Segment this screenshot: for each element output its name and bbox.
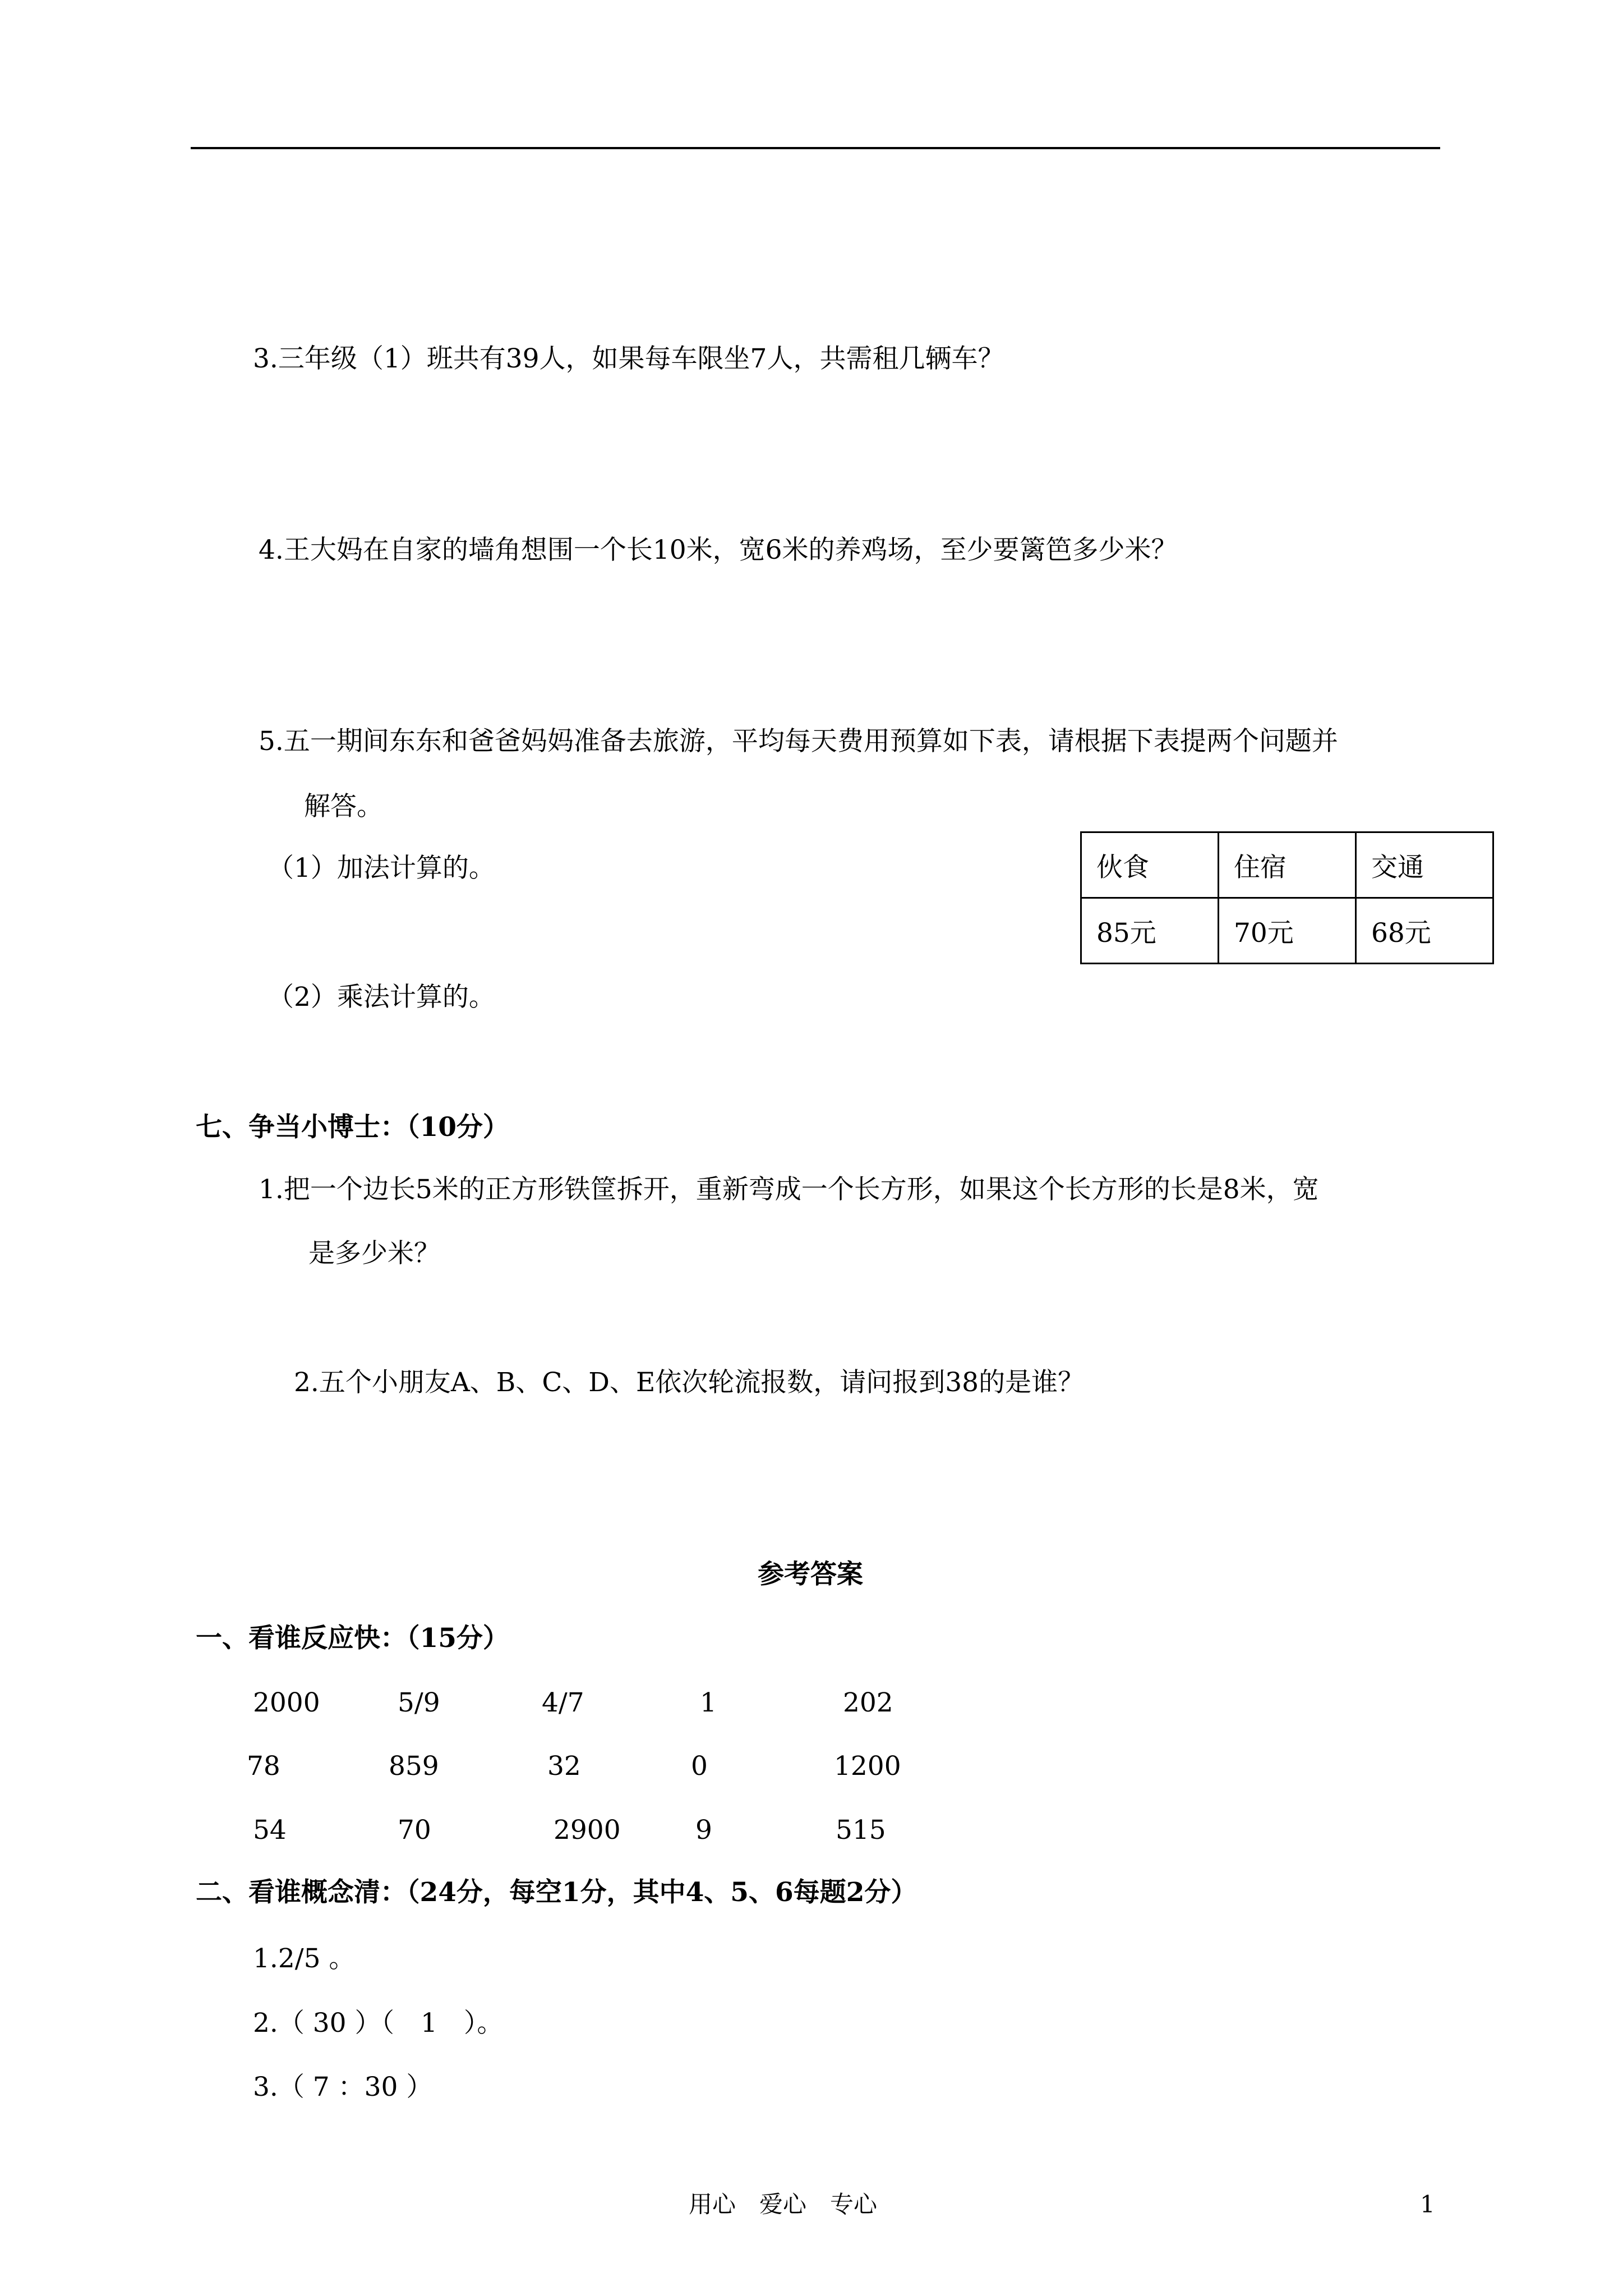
answer-2-2: 2.（ 30 ）（ 1 ）。 bbox=[253, 2008, 504, 2039]
question-5-sub1: （1）加法计算的。 bbox=[268, 853, 495, 884]
question-5-sub2: （2）乘法计算的。 bbox=[268, 982, 495, 1013]
answer-cell: 2000 bbox=[253, 1687, 320, 1718]
cost-table-header: 伙食 bbox=[1081, 832, 1219, 898]
answer-cell: 0 bbox=[691, 1751, 708, 1782]
answer-cell: 859 bbox=[389, 1751, 439, 1782]
answer-cell: 1200 bbox=[834, 1751, 901, 1782]
answers-title: 参考答案 bbox=[758, 1559, 863, 1590]
answer-cell: 70 bbox=[398, 1815, 431, 1846]
section-7-heading: 七、争当小博士：（10分） bbox=[196, 1112, 509, 1143]
cost-table-value-row bbox=[1081, 898, 1493, 964]
answer-2-1: 1.2/5 。 bbox=[253, 1943, 356, 1974]
answer-cell: 202 bbox=[843, 1687, 893, 1718]
section-7-question-2: 2.五个小朋友A、B、C、D、E依次轮流报数，请问报到38的是谁？ bbox=[294, 1367, 1085, 1398]
cost-table-header: 交通 bbox=[1356, 832, 1493, 898]
answer-cell: 2900 bbox=[554, 1815, 621, 1846]
section-7-question-1-line2: 是多少米？ bbox=[308, 1238, 440, 1269]
answer-cell: 78 bbox=[247, 1751, 280, 1782]
question-4: 4.王大妈在自家的墙角想围一个长10米，宽6米的养鸡场，至少要篱笆多少米？ bbox=[259, 535, 1178, 565]
section-7-question-1-line1: 1.把一个边长5米的正方形铁筐拆开，重新弯成一个长方形，如果这个长方形的长是8米，宽 bbox=[259, 1174, 1319, 1205]
cost-table-value: 70元 bbox=[1219, 898, 1356, 964]
cost-table-value: 68元 bbox=[1356, 898, 1493, 964]
answer-cell: 515 bbox=[836, 1815, 886, 1846]
cost-table-header: 住宿 bbox=[1219, 832, 1356, 898]
cost-table-value: 85元 bbox=[1081, 898, 1219, 964]
cost-table bbox=[1080, 831, 1494, 964]
question-5-line2: 解答。 bbox=[304, 791, 383, 822]
answer-cell: 54 bbox=[253, 1815, 287, 1846]
page-number: 1 bbox=[1420, 2191, 1435, 2218]
answers-section-1-heading: 一、看谁反应快：（15分） bbox=[196, 1623, 509, 1654]
answer-cell: 4/7 bbox=[542, 1687, 584, 1718]
header-rule bbox=[191, 147, 1440, 149]
answer-cell: 32 bbox=[547, 1751, 581, 1782]
answer-2-3: 3.（ 7 ：30 ） bbox=[253, 2072, 433, 2102]
answer-cell: 5/9 bbox=[398, 1687, 440, 1718]
answer-cell: 1 bbox=[700, 1687, 717, 1718]
question-5-line1: 5.五一期间东东和爸爸妈妈准备去旅游，平均每天费用预算如下表，请根据下表提两个问题并 bbox=[259, 726, 1338, 757]
answers-section-2-heading: 二、看谁概念清：（24分，每空1分，其中4、5、6每题2分） bbox=[196, 1877, 917, 1908]
answer-cell: 9 bbox=[695, 1815, 712, 1846]
footer-motto: 用心 爱心 专心 bbox=[689, 2191, 878, 2218]
question-3: 3.三年级（1）班共有39人，如果每车限坐7人，共需租几辆车？ bbox=[253, 343, 1004, 374]
cost-table-header-row bbox=[1081, 832, 1493, 898]
